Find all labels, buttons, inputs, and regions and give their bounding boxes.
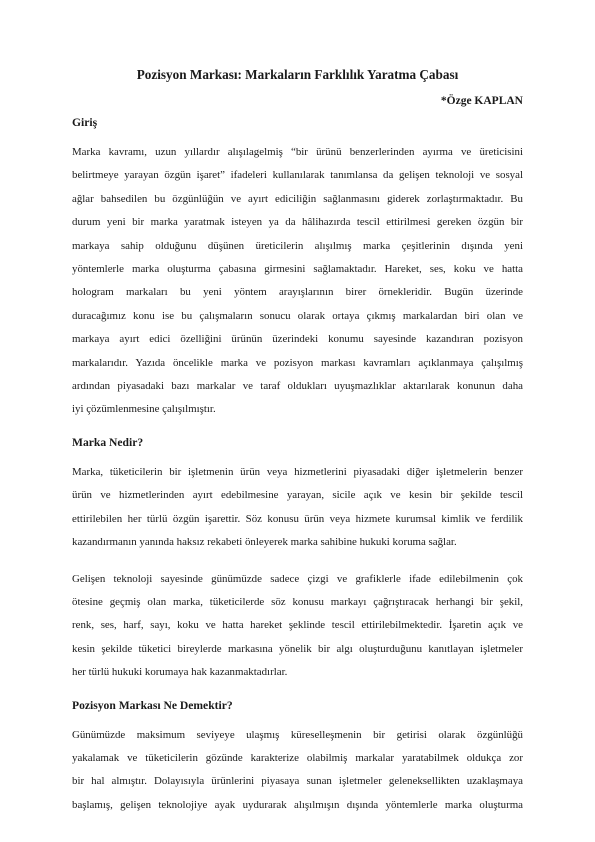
paragraph	[72, 141, 523, 422]
text-line: renk, ses, harf, sayı, koku ve hatta hareket şeklinde tescil ettirilebilmektedir. İşaretin açık ve	[72, 619, 523, 632]
text-line: başlamış, gelişen teknolojiye ayak uydurarak alışılmışın dışında yöntemlerle marka oluşturma	[72, 798, 523, 811]
text-line: ağlar bahsedilen bu özgünlüğün ve ayırt ediciliğin sağlanmasını giderek zorlaştırmaktadır. Bu	[72, 192, 523, 205]
text-line: kazandırmanın yanında haksız rekabeti önleyerek marka sahibine hukuki koruma sağlar.	[72, 536, 457, 549]
text-line: yakalamak ve tüketicilerin gözünde karakterize olabilmiş markalar yaratabilmek oldukça zor	[72, 751, 523, 764]
text-line: durum yeni bir marka yaratmak isteyen ya da hâlihazırda tescil ettirilmesi gereken özgün bir	[72, 216, 523, 229]
text-line: yöntemlerle marka oluşturma çabasına girmesini sağlamaktadır. Hareket, ses, koku ve hatta	[72, 263, 523, 276]
author-name: *Özge KAPLAN	[440, 95, 523, 107]
text-line: iyi çözümlenmesine çalışılmıştır.	[72, 403, 216, 416]
text-line: Marka, tüketicilerin bir işletmenin ürün veya hizmetlerini piyasadaki diğer işletmelerin benzer	[72, 465, 523, 478]
text-line: belirtmeye yarayan özgün işaret” ifadeleri kullanılarak tanımlansa da gelişen teknoloji ve sosyal	[72, 169, 523, 182]
paragraph	[72, 461, 523, 555]
paragraph	[72, 568, 523, 685]
text-line: kesin şekilde tüketici bireylerde markasına yönelik bir algı oluşturduğunu kanıtlayan işletmeler	[72, 642, 523, 655]
section-heading-marka-nedir: Marka Nedir?	[72, 435, 144, 449]
text-line: duracağımız konu ise bu çalışmaların sonucu olarak ortaya çıkmış markalardan biri olan ve	[72, 309, 523, 322]
text-line: hologram markaları bu yeni yöntem arayışlarının birer örnekleridir. Bugün üzerinde	[72, 286, 523, 299]
text-line: markaya ayırt edici özelliğini ürünün üzerindeki konumu sayesinde kazandıran pozisyon	[72, 333, 523, 346]
text-line: markaya sahip olduğunu düşünen üreticilerin alışılmış marka çeşitlerinin dışında yeni	[72, 239, 523, 252]
text-line: Günümüzde maksimum seviyeye ulaşmış küreselleşmenin bir getirisi olarak özgünlüğü	[72, 728, 523, 741]
text-line: ettirilebilen her türlü özgün işarettir. Söz konusu ürün veya hizmete kurumsal kimlik ve ferdilik	[72, 512, 523, 525]
text-line: her türlü hukuki korumaya hak kazanmaktadırlar.	[72, 666, 288, 679]
section-heading-giris: Giriş	[72, 116, 98, 129]
text-line: Marka kavramı, uzun yıllardır alışılagelmiş “bir ürünü benzerlerinden ayırma ve üreticisini	[72, 146, 523, 158]
text-line: Gelişen teknoloji sayesinde günümüzde sadece çizgi ve grafiklerle ifade edilebilmenin çok	[72, 572, 523, 585]
paragraph	[72, 724, 523, 818]
text-line: markalarıdır. Yazıda öncelikle marka ve pozisyon markası kavramları açıklanmaya çalışılmış	[72, 356, 523, 369]
text-line: ardından piyasadaki bazı markalar ve taraf oldukları uyuşmazlıklar aktarılarak konunun daha	[72, 380, 523, 393]
text-line: ürün ve hizmetlerinden ayırt edebilmesine yarayan, sicile açık ve kesin bir şekilde tescil	[72, 489, 523, 502]
text-line: bir hal almıştır. Dolayısıyla ürünlerini piyasaya sunan işletmeler geleneksellikten uzaklaşmaya	[72, 775, 523, 788]
text-line: ötesine geçmiş olan marka, tüketicilerde söz konusu markayı çağrıştıracak herhangi bir şekil,	[72, 595, 523, 608]
section-heading-pozisyon-markasi: Pozisyon Markası Ne Demektir?	[72, 698, 233, 712]
document-title: Pozisyon Markası: Markaların Farklılık Yaratma Çabası	[136, 67, 459, 82]
